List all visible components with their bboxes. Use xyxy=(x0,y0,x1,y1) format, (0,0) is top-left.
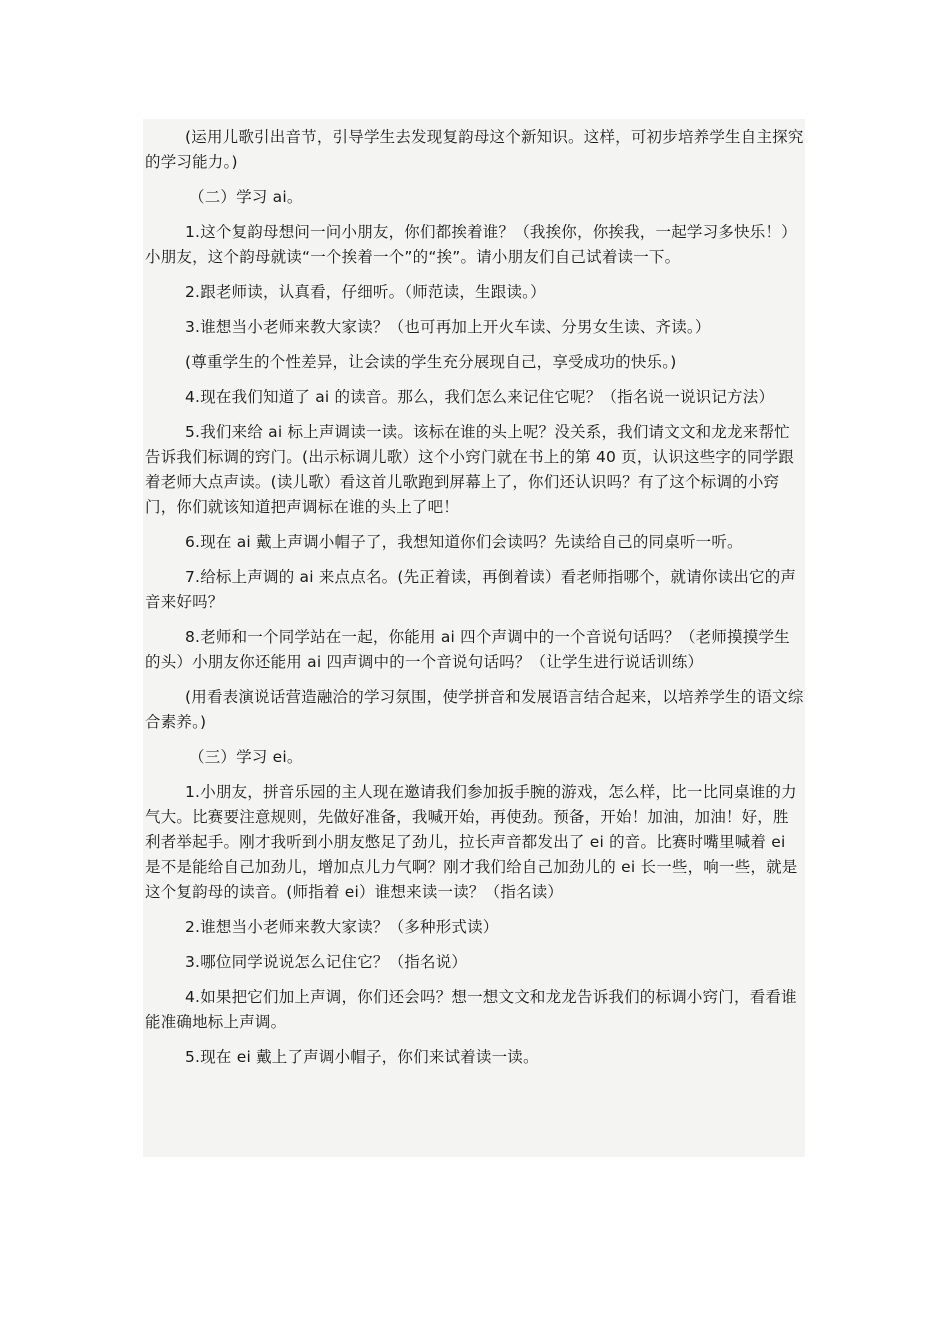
paragraph-ai-step-8: 8.老师和一个同学站在一起，你能用 ai 四个声调中的一个音说句话吗？（老师摸摸学生的头）小朋友你还能用 ai 四声调中的一个音说句话吗？（让学生进行说话训练） xyxy=(145,628,790,671)
paragraph-ai-step-7: 7.给标上声调的 ai 来点点名。(先正着读，再倒着读）看老师指哪个，就请你读出它的声音来好吗？ xyxy=(145,568,797,611)
paragraph-ai-step-2: 2.跟老师读，认真看，仔细听。（师范读，生跟读。） xyxy=(185,283,546,301)
text-block xyxy=(143,119,805,1157)
paragraph-ai-step-5: 5.我们来给 ai 标上声调读一读。该标在谁的头上呢？没关系，我们请文文和龙龙来帮忙告诉我们标调的窍门。(出示标调儿歌）这个小窍门就在书上的第 40 页，认识这些字的同学跟着老师大点声读。(读儿歌）看这首儿歌跑到屏幕上了，你们还认识吗？有了这个标调的小窍门，你们就该知道把声调标在谁的头上了吧！ xyxy=(145,423,794,516)
section-heading-ai: （二）学习 ai。 xyxy=(189,188,303,206)
paragraph-ai-step-6: 6.现在 ai 戴上声调小帽子了，我想知道你们会读吗？先读给自己的同桌听一听。 xyxy=(185,533,743,551)
paragraph-note-intro: (运用儿歌引出音节，引导学生去发现复韵母这个新知识。这样，可初步培养学生自主探究的学习能力。) xyxy=(145,128,804,171)
paragraph-ai-step-1: 1.这个复韵母想问一问小朋友，你们都挨着谁？（我挨你，你挨我，一起学习多快乐！）小朋友，这个韵母就读“一个挨着一个”的“挨”。请小朋友们自己试着读一下。 xyxy=(145,223,797,266)
paragraph-note-performance: (用看表演说话营造融洽的学习氛围，使学拼音和发展语言结合起来，以培养学生的语文综合素养。) xyxy=(145,688,804,731)
paragraph-ai-step-4: 4.现在我们知道了 ai 的读音。那么，我们怎么来记住它呢？（指名说一说识记方法） xyxy=(185,388,775,406)
paragraph-note-respect: (尊重学生的个性差异，让会读的学生充分展现自己，享受成功的快乐。) xyxy=(185,353,677,371)
paragraph-ei-step-5: 5.现在 ei 戴上了声调小帽子，你们来试着读一读。 xyxy=(185,1048,539,1066)
paragraph-ei-step-4: 4.如果把它们加上声调，你们还会吗？想一想文文和龙龙告诉我们的标调小窍门，看看谁能准确地标上声调。 xyxy=(145,988,797,1031)
paragraph-ei-step-1: 1.小朋友，拼音乐园的主人现在邀请我们参加扳手腕的游戏，怎么样，比一比同桌谁的力气大。比赛要注意规则，先做好准备，我喊开始，再使劲。预备，开始！加油，加油！好，胜利者举起手。刚才我听到小朋友憋足了劲儿，拉长声音都发出了 ei 的音。比赛时嘴里喊着 ei 是不是能给自己加劲儿，增加点儿力气啊？刚才我们给自己加劲儿的 ei 长一些，响一些，就是这个复韵母的读音。(师指着 ei）谁想来读一读？（指名读） xyxy=(145,783,798,901)
paragraph-ai-step-3: 3.谁想当小老师来教大家读？（也可再加上开火车读、分男女生读、齐读。） xyxy=(185,318,711,336)
paragraph-ei-step-2: 2.谁想当小老师来教大家读？（多种形式读） xyxy=(185,918,499,936)
section-heading-ei: （三）学习 ei。 xyxy=(189,748,303,766)
paragraph-ei-step-3: 3.哪位同学说说怎么记住它？（指名说） xyxy=(185,953,468,971)
